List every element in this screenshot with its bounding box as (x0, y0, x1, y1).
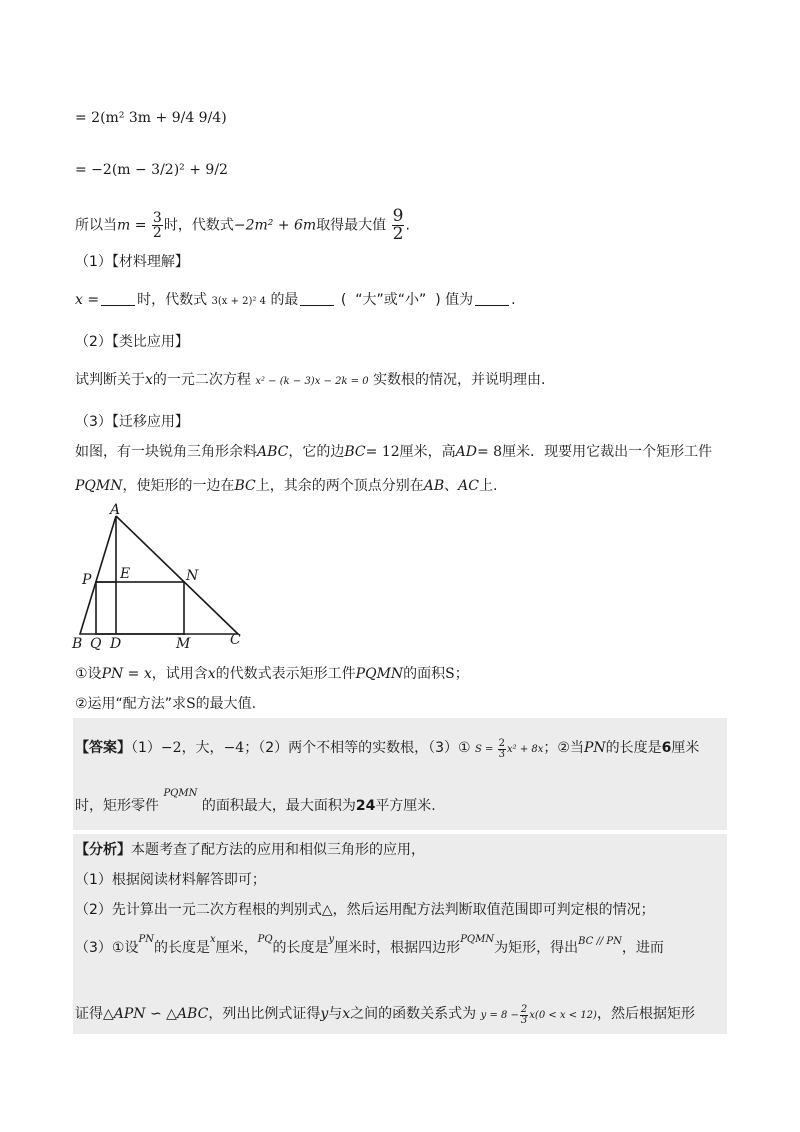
p3-a: （3）①设 (75, 940, 139, 956)
answer-v2: −4 (223, 740, 245, 756)
q2-text3: 实数根的情况，并说明理由. (373, 372, 546, 388)
s2-s: S (186, 696, 196, 712)
q1-text3: 值为 (445, 292, 474, 308)
q1-end: . (511, 292, 516, 308)
analysis-intro-text: 本题考查了配方法的应用和相似三角形的应用， (131, 842, 425, 858)
analysis-p2: （2）先计算出一元二次方程根的判别式△，然后运用配方法判断取值范围即可判定根的情况； (75, 902, 655, 918)
conclusion-end: . (405, 217, 410, 234)
answer-t3: ；（2）两个不相等的实数根，（3）① (244, 740, 471, 756)
answer-t1: （1） (131, 740, 161, 756)
conclusion-expr: −2m² + 6m (233, 217, 317, 234)
q1-paren-close: ) (435, 292, 441, 308)
p3-pn: PN (138, 934, 154, 945)
q3-text1: 如图，有一块锐角三角形余料 (75, 444, 257, 460)
answer-s-eq: S = (475, 744, 494, 755)
q1-text1: 时，代数式 (137, 292, 208, 308)
answer-t2: ，大， (181, 740, 224, 756)
p3-pq: PQ (257, 934, 273, 945)
p3-y: y (328, 934, 335, 945)
answer-line-2 (75, 788, 436, 818)
answer-area: 24 (355, 798, 376, 814)
conclusion-m-eq: m = (117, 217, 147, 234)
s2-text2: 的最大值. (195, 696, 257, 712)
analysis-p1: （1）根据阅读材料解答即可； (75, 872, 266, 888)
p4-fd: 3 (520, 1015, 528, 1026)
p3-g: ，进而 (621, 940, 664, 956)
s1-prefix: ①设 (75, 666, 102, 682)
analysis-p3 (75, 934, 664, 960)
conclusion-max-fraction (392, 208, 405, 243)
p4-f2: x(0 < x < 12) (529, 1010, 597, 1021)
q3-ad-val: = 8 (476, 444, 503, 460)
m-den: 2 (152, 225, 162, 241)
s2-text1: ②运用“配方法”求 (75, 696, 187, 712)
subq-1 (75, 664, 469, 684)
conclusion-mid: 时，代数式 (163, 217, 234, 234)
p4-sim: △APN ∽ △ABC (103, 1006, 209, 1022)
q2-body (75, 370, 546, 392)
q3-body-2 (75, 476, 497, 496)
answer-s-rest: x² + 8x (507, 744, 544, 755)
answer-t5: 的长度是 (605, 740, 662, 756)
p4-fraction (520, 1005, 528, 1026)
p3-b: 的长度是 (153, 940, 210, 956)
answer-s-den: 3 (498, 749, 506, 760)
q2-equation: x² − (k − 3)x − 2k = 0 (255, 376, 369, 387)
answer-pn: PN (583, 740, 606, 756)
p4-fn: 2 (520, 1004, 528, 1015)
conclusion-line (75, 208, 410, 243)
label-n: N (186, 568, 199, 584)
s1-text1: ，试用含 (151, 666, 208, 682)
q3-bc2: BC (234, 478, 256, 494)
answer-t6: 厘米 (671, 740, 700, 756)
label-c: C (230, 632, 241, 648)
q3-text5: ，使矩形的一边在 (122, 478, 235, 494)
analysis-intro (75, 840, 425, 860)
answer-line-1 (75, 738, 699, 760)
p3-e: 厘米时，根据四边形 (334, 940, 461, 956)
derivation-line-2 (75, 160, 228, 180)
q3-bc: BC (344, 444, 366, 460)
answer-t4: ；②当 (543, 740, 584, 756)
triangle-outline (80, 516, 238, 634)
q3-heading: （3）【迁移应用】 (75, 414, 189, 430)
s1-end: ； (454, 666, 469, 682)
p4-e: ，然后根据矩形 (596, 1006, 695, 1022)
q3-ad: AD (455, 444, 477, 460)
q3-body-1 (75, 442, 712, 462)
p4-d: 之间的函数关系式为 (350, 1006, 477, 1022)
q3-text2: ，它的边 (288, 444, 345, 460)
q3-bc-val: = 12 (365, 444, 400, 460)
answer-len: 6 (661, 740, 672, 756)
p4-y: y (320, 1006, 329, 1022)
conclusion-prefix: 所以当 (75, 217, 117, 234)
answer-s-fraction (498, 739, 506, 760)
q1-body (75, 290, 516, 312)
q3-pqmn: PQMN (75, 478, 123, 494)
answer-s-formula (475, 738, 544, 760)
q2-text1: 试判断关于 (75, 372, 145, 388)
analysis-label: 【分析】 (75, 842, 131, 858)
p4-formula (480, 1004, 597, 1026)
conclusion-m-fraction (152, 211, 163, 240)
q3-text3: 厘米，高 (399, 444, 456, 460)
q1-choice: “大”或“小” (355, 292, 427, 308)
p4-f1: y = 8 − (480, 1010, 519, 1021)
q1-blank-2 (300, 291, 334, 306)
q1-expr: 3(x + 2)² 4 (211, 296, 266, 307)
q2-text2: 的一元二次方程 (152, 372, 251, 388)
s1-pqmn: PQMN (355, 666, 404, 682)
p4-a: 证得 (75, 1006, 103, 1022)
s1-text2: 的代数式表示矩形工件 (215, 666, 356, 682)
q3-ab: AB (423, 478, 445, 494)
p3-pqmn: PQMN (460, 934, 495, 945)
m-num: 3 (152, 210, 162, 226)
conclusion-suffix: 取得最大值 (316, 217, 387, 234)
rectangle-pqmn (96, 582, 184, 634)
answer-s-num: 2 (498, 738, 506, 749)
answer-label: 【答案】 (75, 740, 131, 756)
q2-var: x (145, 372, 153, 388)
answer-line2-suffix: 的面积最大，最大面积为 (201, 798, 356, 814)
answer-pqmn: PQMN (163, 788, 198, 799)
q1-text2: 的最 (270, 292, 299, 308)
p3-x: x (209, 934, 216, 945)
label-q: Q (90, 636, 102, 652)
q1-heading: （1）【材料理解】 (75, 254, 189, 270)
s1-pn: PN = x (101, 666, 152, 682)
label-e: E (120, 566, 131, 582)
p4-c: 与 (328, 1006, 343, 1022)
s1-x: x (207, 666, 216, 682)
q1-x-eq: x = (75, 292, 100, 308)
q3-sep: 、 (444, 478, 459, 494)
p4-x: x (342, 1006, 351, 1022)
q1-blank-1 (101, 291, 135, 306)
analysis-p4 (75, 1004, 695, 1026)
p3-par: BC // PN (578, 936, 622, 947)
p4-b: ，列出比例式证得 (208, 1006, 321, 1022)
derivation-line-2-text: = −2(m − 3/2)² + 9/2 (75, 162, 228, 178)
q3-abc: ABC (257, 444, 289, 460)
q3-text7: 上. (478, 478, 498, 494)
s1-s: S (445, 666, 455, 682)
max-den: 2 (392, 224, 404, 244)
max-num: 9 (392, 206, 404, 226)
answer-line2-end: 平方厘米. (375, 798, 436, 814)
triangle-figure (70, 502, 330, 652)
derivation-line-1-text: = 2(m² 3m + 9/4 9/4) (75, 110, 227, 126)
label-p: P (82, 572, 92, 588)
derivation-line-1 (75, 108, 227, 128)
answer-v1: −2 (160, 740, 182, 756)
q1-blank-3 (475, 291, 509, 306)
q2-heading: （2）【类比应用】 (75, 334, 189, 350)
q3-text4: 厘米．现要用它裁出一个矩形工件 (502, 444, 713, 460)
label-a: A (110, 502, 121, 518)
q3-ac: AC (458, 478, 479, 494)
s1-text3: 的面积 (403, 666, 446, 682)
answer-line2-prefix: 时，矩形零件 (75, 798, 159, 814)
p3-d: 的长度是 (272, 940, 329, 956)
label-d: D (110, 636, 122, 652)
subq-2 (75, 694, 256, 714)
p3-c: 厘米， (215, 940, 258, 956)
p3-f: 为矩形，得出 (494, 940, 579, 956)
label-m: M (176, 636, 191, 652)
q3-text6: 上，其余的两个顶点分别在 (255, 478, 424, 494)
q1-paren-open: ( (340, 292, 347, 308)
label-b: B (72, 636, 83, 652)
